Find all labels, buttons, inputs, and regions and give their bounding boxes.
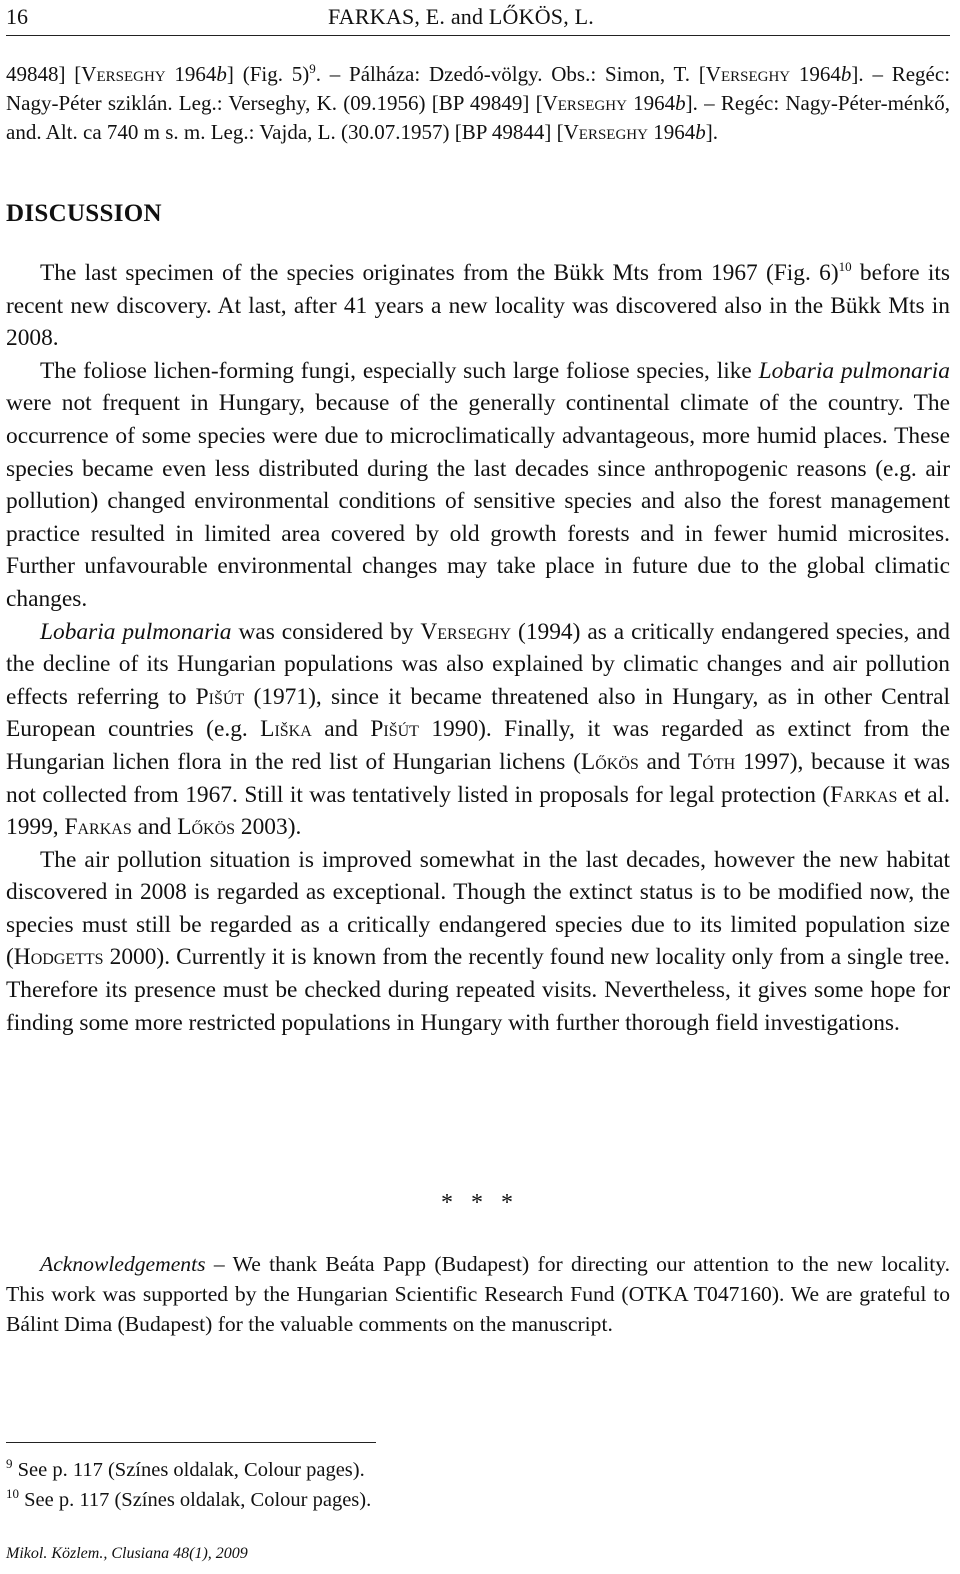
paragraph: The foliose lichen-forming fungi, especially such large foliose species, like Lobaria pulmonaria were not frequent in Hungary, because of the generally continental climate of the country. The occurrence of some species were due to microclimatically advantageous, more humid places. These species became even less distributed during the last decades since anthropogenic reasons (e.g. air pollution) changed environmental conditions of sensitive species and also the forest management practice resulted in limited area covered by old growth forests and in fewer humid microsites. Further unfavourable environmental changes may take place in future due to the global climatic changes. [6, 357, 951, 612]
header-rule [6, 35, 950, 36]
footnote-rule [6, 1442, 376, 1443]
specimen-list-continuation: 49848] [Verseghy 1964b] (Fig. 5)$^9$. – Pálháza: Dzedó-völgy. Obs.: Simon, T. [Verseghy 1964b]. – Regéc: Nagy-Péter sziklán. Leg.: Verseghy, K. (09.1956) [BP 49849] [Verseghy 1964b]. – Regéc: Nagy-Péter-ménkő, and. Alt. ca 740 m s. m. Leg.: Vajda, L. (30.07.1957) [BP 49844] [Verseghy 1964b]. [6, 61, 951, 144]
paragraph: The last specimen of the species originates from the Bükk Mts from 1967 (Fig. 6)$^{10}$ before its recent new discovery. At last, after 41 years a new locality was discovered also in the Bükk Mts in 2008. [6, 259, 950, 352]
acknowledgements-title: Acknowledgements [40, 1252, 206, 1276]
discussion-body [6, 257, 950, 1039]
section-heading: DISCUSSION [6, 200, 162, 227]
running-title: FARKAS, E. and LŐKÖS, L. [328, 4, 594, 29]
page-header [6, 4, 950, 32]
footnote-ref-9: 9 [309, 61, 316, 76]
footnote-9: $^9$ See p. 117 (Színes oldalak, Colour pages). [6, 1456, 365, 1481]
footnote-10: $^{10}$ See p. 117 (Színes oldalak, Colour pages). [6, 1486, 372, 1511]
acknowledgements: Acknowledgements – We thank Beáta Papp (Budapest) for directing our attention to the new locality. This work was supported by the Hungarian Scientific Research Fund (OTKA T047160). We are grateful to Bálint Dima (Budapest) for the valuable comments on the manuscript. [6, 1252, 950, 1336]
section-separator: * * * [441, 1190, 519, 1216]
journal-footer: Mikol. Közlem., Clusiana 48(1), 2009 [6, 1545, 248, 1562]
paragraph: Lobaria pulmonaria was considered by Verseghy (1994) as a critically endangered species, and the decline of its Hungarian populations was also explained by climatic changes and air pollution effects referring to Pišút (1971), since it became threatened also in Hungary, as in other Central European countries (e.g. Liška and Pišút 1990). Finally, it was regarded as extinct from the Hungarian lichen flora in the red list of Hungarian lichens (Lőkös and Tóth 1997), because it was not collected from 1967. Still it was tentatively listed in proposals for legal protection (Farkas et al. 1999, Farkas and Lőkös 2003). [6, 618, 951, 841]
footnote-ref-10: 10 [838, 259, 852, 275]
paragraph: The air pollution situation is improved somewhat in the last decades, however the new habitat discovered in 2008 is regarded as exceptional. Though the extinct status is to be modified now, the species must still be regarded as a critically endangered species due to its limited population size (Hodgetts 2000). Currently it is known from the recently found new locality only from a single tree. Therefore its presence must be checked during repeated visits. Nevertheless, it gives some hope for finding some more restricted populations in Hungary with further thorough field investigations. [6, 846, 950, 1036]
page-number: 16 [6, 4, 28, 29]
